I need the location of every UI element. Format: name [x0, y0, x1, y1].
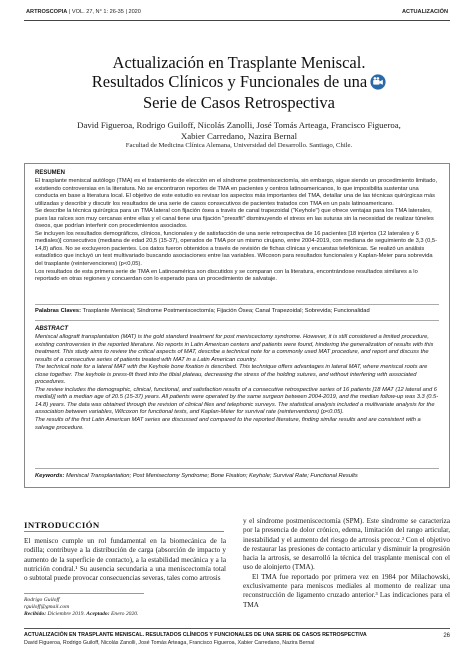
- footer-authors: David Figueroa, Rodrigo Guiloff, Nicolás Zanolli, José Tomás Arteaga, Francisco Figueroa, Xabier Carredano, Nazira Bernal: [24, 640, 315, 646]
- video-camera-icon[interactable]: [370, 74, 386, 95]
- abstract-paragraph: Meniscal allograft transplantation (MAT) is the gold standard treatment for post meniscectomy syndrome. However, it is still considered a limited procedure, existing controversies in the reported literature. No reports in Latin American centers and patients were found, hindering the generalization of results with this treatment. This study aims to review the critical aspects of MAT, describe a technical note for a commonly used MAT procedure, and report and discuss the results of a consecutive series of patients treated with MAT in a Latin American country.: [35, 334, 434, 363]
- section-label: ACTUALIZACIÓN: [402, 9, 448, 15]
- keywords-label: Palabras Claves:: [35, 308, 82, 314]
- abstract-paragraph: The technical note for a lateral MAT with the Keyhole bone fixation is described. This technique offers advantages in lateral MAT, where meniscal roots are close together. The keyhole is press-fit fixed into the tibial plateau, decreasing the stress of the holding sutures, and without interfering with associated procedures.: [35, 364, 428, 386]
- received-label: Recibido:: [24, 611, 47, 618]
- intro-heading: INTRODUCCIÓN: [24, 520, 100, 530]
- affiliation: Facultad de Medicina Clínica Alemana, Universidad del Desarrollo. Santiago, Chile.: [125, 142, 353, 149]
- resumen-paragraph: Se describe la técnica quirúrgica para un TMA lateral con fijación ósea a través de canal trapezoidal ("Keyhole") que ofrece ventajas para los TMA laterales, pues las raíces son muy cercanas entre ellas y el canal tiene una fijación "pressfit" disminuyendo el stress en las suturas sin la necesidad de realizar túneles óseos, que podrían interferir con procedimientos asociados.: [35, 208, 434, 230]
- correspondence-name: Rodrigo Guiloff: [24, 597, 60, 603]
- resumen-body: [35, 178, 439, 284]
- author-line-1: David Figueroa, Rodrigo Guiloff, Nicolás Zanolli, José Tomás Arteaga, Francisco Figueroa,: [77, 120, 401, 130]
- abstract-divider: [35, 468, 439, 469]
- abstract-body: [35, 334, 439, 432]
- abstract-box: [24, 163, 450, 488]
- received-date: Diciembre 2019.: [47, 611, 85, 618]
- resumen-divider: [35, 304, 439, 305]
- resumen-keywords: [35, 308, 439, 316]
- journal-name: ARTROSCOPIA: [26, 9, 68, 15]
- resumen-paragraph: Los resultados de esta primera serie de TMA en Latinoamérica son discutidos y se comparan con la literatura, encontrándose resultados similares a lo reportado en otras regiones y concuerdan con lo esperado para un procedimiento de salvataje.: [35, 268, 418, 283]
- keywords-text: Trasplante Meniscal; Síndrome Postmeniscectomía; Fijación Ósea; Canal Trapezoidal; Sobrevida; Funcionalidad: [82, 308, 370, 314]
- correspondence-rule: [24, 593, 144, 594]
- resumen-paragraph: Se incluyen los resultados demográficos, clínicos, funcionales y de satisfacción de una serie retrospectiva de 16 pacientes [18 injertos (12 laterales y 6 mediales)] consecutivos (mediana de edad 20,5 (15-37), operados de TMA por un mismo cirujano, entre 2004-2019, con mediana de seguimiento de 3,3 (0,5-14,8) años. No se excluyeron pacientes. Los datos fueron obtenidos a través de revisión de fichas clínicas y encuestas telefónicas. Se realizó un análisis estadístico que incluyó un test multivariado buscando asociaciones entre las variables. Wilcoxon para resultados funcionales y Kaplan-Meier para sobrevida del trasplante (reintervenciones) (p<0,05).: [35, 230, 437, 268]
- resumen-paragraph: El trasplante meniscal autólogo (TMA) es el tratamiento de elección en el síndrome postmeniscectomía, sin embargo, sigue siendo un procedimiento limitado, existiendo controversias en la literatura. No se encontraron reportes de TMA en pacientes y centros latinoamericanos, lo que imposibilita sustentar una conducta en base a literatura local. El objetivo de este estudio es revisar los aspectos más importantes del TMA, detallar una de las técnicas quirúrgicas más utilizadas y describir y discutir los resultados de una serie de casos consecutivos de pacientes tratados con TMA en un país latinoamericano.: [35, 178, 438, 207]
- keywords-text: Meniscal Transplantation; Post Menisectomy Syndrome; Bone Fixation; Keyhole; Survival Rate; Functional Results: [66, 473, 358, 479]
- author-line-2: Xabier Carredano, Nazira Bernal: [180, 131, 298, 142]
- title-line-3: Serie de Casos Retrospectiva: [143, 93, 335, 113]
- intro-left-column: El menisco cumple un rol fundamental en la biomecánica de la rodilla; contribuye a la distribución de carga (absorción de impacto y aumento de la superficie de contacto), a la estabilidad mecánica y a la nutrición condral.¹ Su ausencia secundaria a una meniscectomía total o subtotal puede provocar consecuencias severas, tales como artrosis: [24, 537, 226, 583]
- abstract-heading: ABSTRACT: [35, 326, 68, 332]
- author-list: [40, 120, 438, 143]
- keywords-label: Keywords:: [35, 473, 65, 479]
- intro-right-column: [243, 517, 450, 610]
- title-line-1: Actualización en Trasplante Meniscal.: [112, 53, 366, 72]
- journal-issue: | VOL. 27, N° 1: 26-35 | 2020: [68, 9, 141, 15]
- intro-rule: [24, 531, 224, 532]
- journal-info: [26, 9, 141, 15]
- correspondence-email[interactable]: rguiloff@gmail.com: [24, 604, 70, 611]
- section-divider: [35, 320, 439, 321]
- abstract-paragraph: The results of the first Latin American MAT series are discussed and compared to the reported literature, finding similar results and are consistent with a salvage procedure.: [35, 417, 421, 431]
- correspondence-dates: [24, 611, 224, 618]
- accepted-date: Enero 2020.: [110, 611, 139, 618]
- intro-right-paragraph: y el síndrome postmeniscectomía (SPM). Este síndrome se caracteriza por la presencia de dolor crónico, edema, limitación del rango articular, inestabilidad y el aumento del riesgo de artrosis precoz.² Con el objetivo de restaurar las presiones de contacto articular y disminuir la progresión hacia la artrosis, se desarrolló la técnica del trasplante meniscal con el uso de aloinjerto (TMA).: [243, 517, 450, 572]
- correspondence: [24, 597, 224, 618]
- intro-right-paragraph: El TMA fue reportado por primera vez en 1984 por Milachowski, exclusivamente para meniscos mediales al momento de realizar una reconstrucción de ligamento cruzado anterior.³ Las indicaciones para el TMA: [243, 572, 450, 609]
- accepted-label: Aceptado:: [86, 611, 110, 618]
- header-divider: [24, 20, 450, 21]
- title-line-2-text: Resultados Clínicos y Funcionales de una: [91, 71, 368, 91]
- resumen-heading: RESUMEN: [35, 170, 66, 176]
- footer-title: ACTUALIZACIÓN EN TRASPLANTE MENISCAL. RESULTADOS CLÍNICOS Y FUNCIONALES DE UNA SERIE DE CASOS RETROSPECTIVA: [24, 632, 367, 638]
- abstract-paragraph: The review includes the demographic, clinical, functional, and satisfaction results of a consecutive retrospective series of 16 patients [18 MAT (12 lateral and 6 medial)] with a median age of 20.5 (15-37) years. All patients were operated by the same surgeon between 2004-2019, and the median follow-up was 3.3 (0.5-14.8) years. The data was obtained through the revision of clinical files and telephonic surveys. The statistical analysis included a multivariate analysis for the association between variables, Wilcoxon for functional tests, and Kaplan-Meier for survival rate (reinterventions) (p<0.05).: [35, 386, 439, 416]
- abstract-keywords: [35, 473, 439, 481]
- page-number: 26: [443, 633, 450, 639]
- article-title: [40, 54, 438, 113]
- footer-divider: [24, 628, 450, 629]
- title-line-2: [40, 73, 438, 95]
